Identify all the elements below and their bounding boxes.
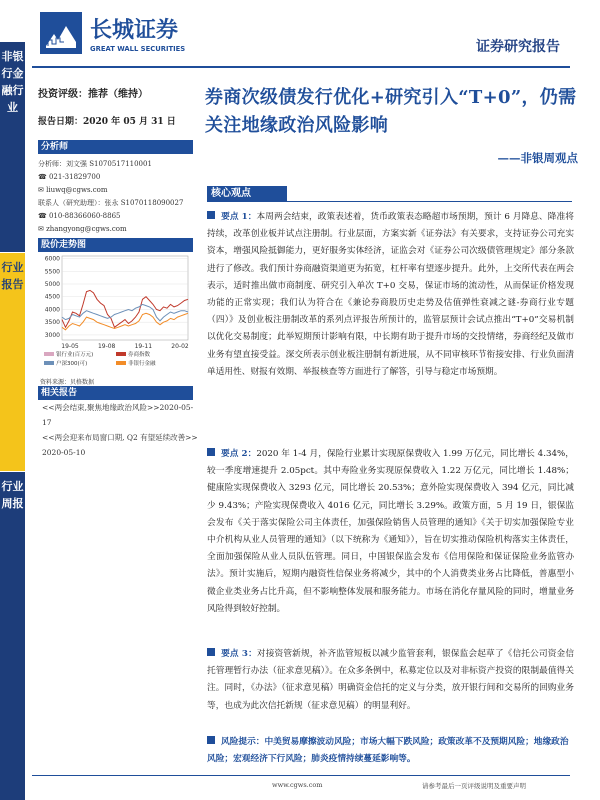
chart-section-title: 股价走势图 [38,238,193,252]
legend-label: 非银行金融 [128,361,156,367]
related-report-2-date: 2020-05-10 [42,448,86,457]
core-section-title: 核心观点 [207,186,287,202]
related-report-2[interactable]: <<两会迎来布局窗口期, Q2 有望延续改善>> [42,433,198,442]
footer-note: 请参考最后一页评级说明及重要声明 [422,782,526,790]
y-tick-label: 3500 [44,319,60,327]
header-rule [32,66,570,68]
legend-swatch [116,352,126,356]
phone-icon: ☎ [38,173,49,181]
bullet-icon [207,211,215,219]
legend-swatch [116,361,126,365]
point-2-key: 要点 2： [221,449,257,459]
analyst-section-title: 分析师 [38,140,193,154]
point-3 [207,646,574,715]
x-tick-label: 19-08 [97,343,116,350]
risk-text: 中美贸易摩擦波动风险；市场大幅下跌风险；政策改革不及预期风险；地缘政治风险；宏观经济下行风险；肺炎疫情持续蔓延影响等。 [207,737,569,764]
footer-rule [32,775,570,776]
bullet-icon [207,448,215,456]
x-tick-label: 20-02 [171,343,189,350]
bullet-icon [207,736,215,744]
y-tick-label: 5000 [44,281,60,288]
y-tick-label: 4000 [44,306,60,314]
page-header [0,0,600,75]
report-title: 券商次级债发行优化+研究引入“T+0”，仍需关注地缘政治风险影响 [205,87,577,136]
brand-cn: 长城证券 [90,18,179,43]
point-2-text: 2020 年 1-4 月，保险行业累计实现原保费收入 1.99 万亿元，同比增长 4.34%，较一季度增速提升 2.05pct。其中寿险业务实现原保费收入 1.22 万亿元，同比增长 1.48%；健康险实现保费收入 3293 亿元，同比增长 20.53%；意外险实现保费收入 394 亿元，同比减少 9.43%；产险实现保费收入 4016 亿元，同比增长 3.29%。政策方面，5 月 19 日，银保监会发布《关于落实保险公司主体责任，加强保险销售人员管理的通知》《关于切实加强保险专业中介机构从业人员管理的通知》（以下统称为《通知》），旨在切实推动保险机构落实主体责任，全面加强保险从业人员队伍管理。同日，中国银保监会发布《信用保险和保证保险业务监管办法》。预计实施后，短期内融资性信保业务将减少，其中的个人消费类业务占比降低，普惠型小微企业类业务占比升高，但不影响整体发展和服务能力。市场在消化存量风险的同时，增量业务风险得到较好控制。 [207,449,574,614]
core-rule [207,201,572,202]
point-1 [207,209,574,381]
point-1-key: 要点 1： [221,212,257,222]
related-section-title: 相关报告 [38,386,193,400]
analyst-phone: 021-31829700 [48,173,101,181]
analyst-name: 分析师：刘文强 S1070517110001 [38,160,152,168]
y-tick-label: 5500 [44,268,60,276]
price-chart [38,252,193,387]
plot-area [62,256,188,340]
report-subtitle: ——非银周观点 [497,151,578,165]
email-icon: ✉ [38,186,47,194]
y-tick-label: 3000 [44,331,60,339]
legend-label: 银行业(百万元) [56,352,94,358]
chart-source: 资料来源：贝格数据 [40,379,95,386]
contact-phone: 010-88366060-8865 [48,212,121,220]
related-reports [42,400,202,460]
point-1-text: 本周两会结束，政策表述着，货币政策表态略超市场预期，预计 6 月降息、降准将持续，改革创业板并试点注册制。行业层面，方案实新《证券法》有关要求，支持证券公司充实资本，增强风险抵御能力，更好服务实体经济，证监会对《证券公司次级债管理规定》部分条款进行了修改。我们预计券商融资渠道更为拓宽，杠杆率有望逐步提升。此外，上交所代表在两会表示，适时推出做市商制度、研究引入单次 T+0 交易，保证市场的流动性，从而保证价格发现功能的正常实现；我们认为符合在《兼论券商股历史走势及估值弹性衰减之谜-券商行业专题（四）》及创业板注册制改革的系列点评报告所预计的，监管层预计会试点推出“T+0”交易机制以优化交易制度；此举短期预计影响有限，中长期有助于提升市场的交投情绪，券商经纪及做市业务有望直接受益。深交所表示创业板注册制有新进展，从不同审核环节衔接安排、行业负面清单适用性、财报有效期、举报核查等方面进行了解答，引导与稳定市场预期。 [207,212,574,377]
x-tick-label: 19-11 [134,343,153,350]
email-icon: ✉ [38,225,47,233]
brand-en: GREAT WALL SECURITIES [90,45,186,53]
investment-rating: 投资评级：推荐（维持） [38,89,148,100]
point-2 [207,446,574,618]
legend-label: 户深300(可) [56,361,88,367]
side-strip-report: 行业报告 [0,253,25,471]
side-strip-industry: 非银行金融行业 [0,42,25,252]
footer-url[interactable]: www.cgws.com [272,781,323,789]
bullet-icon [207,648,215,656]
side-strip-weekly: 行业周报 [0,472,25,800]
report-type: 证券研究报告 [476,39,560,55]
point-3-text: 对接资管新规，补齐监管短板以减少监管套利，银保监会起草了《信托公司资金信托管理暂行办法（征求意见稿）》。在众多条例中，私募定位以及对非标资产投资的限制最值得关注。同时，《办法》（征求意见稿）明确资金信托的定义与分类，放开银行间和交易所的回购业务等，也成为此次信托新规（征求意见稿）的明显利好。 [207,649,575,711]
risk-label: 风险提示： [221,737,265,747]
y-tick-label: 6000 [44,255,60,263]
y-tick-label: 4500 [44,293,60,301]
contact-email: zhangyong@cgws.com [46,225,127,233]
legend-label: 券商指数 [128,352,151,358]
phone-icon: ☎ [38,212,49,220]
point-3-key: 要点 3： [221,649,257,659]
legend-swatch [44,361,54,365]
contact-name: 联系人（研究助理）：张永 S1070118090027 [38,199,184,207]
meta-block [38,80,193,127]
analyst-email: liuwq@cgws.com [46,186,108,194]
legend-swatch [44,352,54,356]
x-tick-label: 19-05 [61,343,79,350]
related-report-1[interactable]: <<两会结束,聚焦地缘政治风险>>2020-05-17 [42,403,194,427]
report-date: 报告日期：2020 年 05 月 31 日 [38,117,176,127]
great-wall-logo [40,12,208,62]
risk-warning [207,734,574,768]
analyst-block [38,158,193,236]
